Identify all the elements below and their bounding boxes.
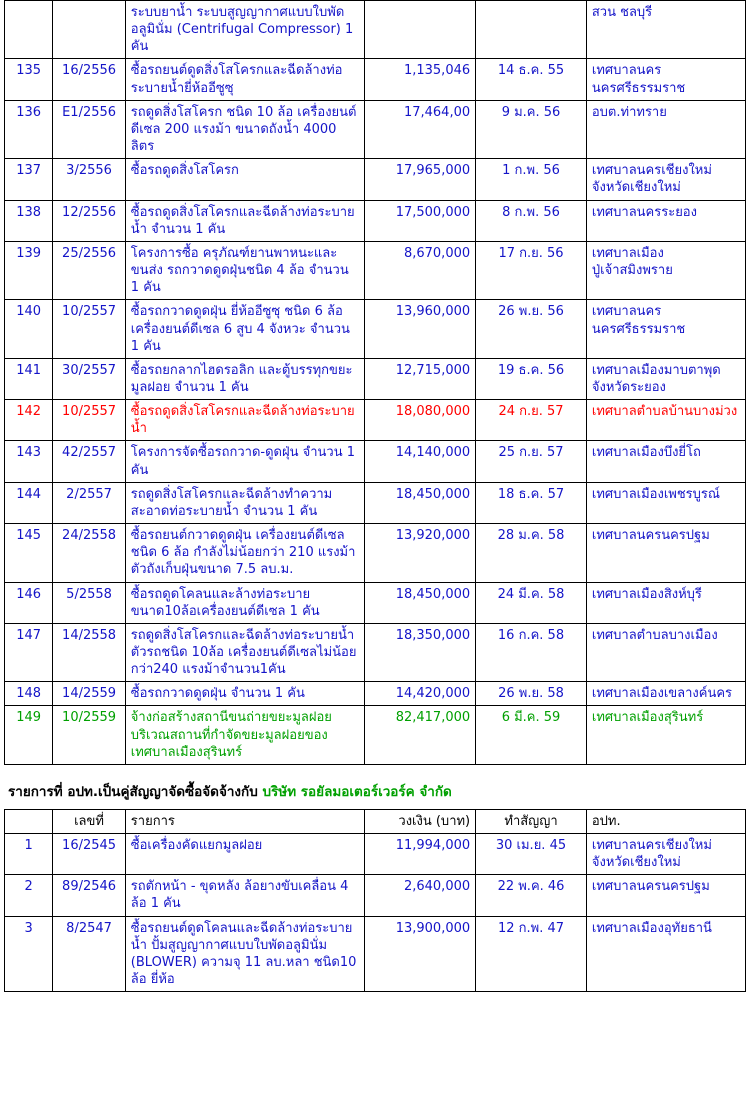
table-row (5, 916, 746, 992)
cell-doc-number: 2/2557 (53, 482, 125, 523)
table-row (5, 623, 746, 681)
cell-no: 141 (5, 358, 53, 399)
cell-amount: 14,140,000 (365, 441, 476, 482)
cell-organization: เทศบาลนครนครปฐม (586, 524, 745, 582)
cell-amount: 18,450,000 (365, 482, 476, 523)
cell-doc-number: 24/2558 (53, 524, 125, 582)
cell-contract-date: 17 ก.ย. 56 (476, 241, 587, 299)
cell-no: 144 (5, 482, 53, 523)
cell-amount (365, 1, 476, 59)
cell-description: ซื้อรถยนต์ดูดโคลนและฉีดล้างท่อระบายน้ำ ปั้มสูญญากาศแบบใบพัดอลูมินั่ม (BLOWER) ความจุ 11 ลบ.หลา ชนิด10 ล้อ ยี่ห้อ (125, 916, 365, 992)
cell-contract-date: 24 ก.ย. 57 (476, 400, 587, 441)
cell-description: ซื้อรถกวาดดูดฝุ่น ยี่ห้ออีซูซุ ชนิด 6 ล้อ เครื่องยนต์ดีเซล 6 สูบ 4 จังหวะ จำนวน 1 คัน (125, 300, 365, 358)
section-heading-prefix: รายการที่ อปท.เป็นคู่สัญญาจัดซื้อจัดจ้างกับ (8, 783, 263, 800)
table-row (5, 875, 746, 916)
cell-organization: เทศบาลนครนครศรีธรรมราช (586, 300, 745, 358)
cell-doc-number: E1/2556 (53, 100, 125, 158)
cell-organization: เทศบาลเมืองเพชรบูรณ์ (586, 482, 745, 523)
cell-doc-number: 25/2556 (53, 241, 125, 299)
cell-description: ซื้อรถดูดสิ่งโสโครกและฉีดล้างท่อระบายน้ำ จำนวน 1 คัน (125, 200, 365, 241)
cell-organization: เทศบาลเมืองเขลางค์นคร (586, 682, 745, 706)
table-body (5, 1, 746, 765)
cell-organization: เทศบาลเมืองอุทัยธานี (586, 916, 745, 992)
cell-amount: 82,417,000 (365, 706, 476, 764)
table-row (5, 833, 746, 874)
cell-doc-number: 10/2557 (53, 300, 125, 358)
cell-description: ซื้อรถดูดสิ่งโสโครก (125, 159, 365, 200)
cell-description: ซื้อรถดูดโคลนและล้างท่อระบายขนาด10ล้อเครื่องยนต์ดีเซล 1 คัน (125, 582, 365, 623)
cell-organization: เทศบาลเมืองสิงห์บุรี (586, 582, 745, 623)
cell-amount: 8,670,000 (365, 241, 476, 299)
cell-doc-number: 3/2556 (53, 159, 125, 200)
cell-no: 145 (5, 524, 53, 582)
cell-description: รถตักหน้า - ขุดหลัง ล้อยางขับเคลื่อน 4 ล้อ 1 คัน (125, 875, 365, 916)
section-heading-company: บริษัท รอยัลมอเตอร์เวอร์ค จำกัด (262, 783, 452, 800)
cell-doc-number: 42/2557 (53, 441, 125, 482)
cell-amount: 18,450,000 (365, 582, 476, 623)
cell-description: จ้างก่อสร้างสถานีขนถ่ายขยะมูลฝอยบริเวณสถานที่กำจัดขยะมูลฝอยของเทศบาลเมืองสุรินทร์ (125, 706, 365, 764)
cell-description: รถดูดสิ่งโสโครก ชนิด 10 ล้อ เครื่องยนต์ดีเซล 200 แรงม้า ขนาดถังน้ำ 4000 ลิตร (125, 100, 365, 158)
table-row (5, 100, 746, 158)
table-row (5, 524, 746, 582)
table-row (5, 358, 746, 399)
royal-motor-werk-table (4, 809, 746, 992)
cell-contract-date: 1 ก.พ. 56 (476, 159, 587, 200)
table-row (5, 441, 746, 482)
header-contract-date: ทำสัญญา (476, 809, 587, 833)
cell-organization: เทศบาลนครเชียงใหม่ จังหวัดเชียงใหม่ (586, 833, 745, 874)
cell-no: 142 (5, 400, 53, 441)
cell-amount: 13,920,000 (365, 524, 476, 582)
cell-contract-date: 26 พ.ย. 56 (476, 300, 587, 358)
cell-organization: เทศบาลตำบลบ้านบางม่วง (586, 400, 745, 441)
cell-amount: 11,994,000 (365, 833, 476, 874)
cell-amount: 12,715,000 (365, 358, 476, 399)
cell-amount: 17,464,00 (365, 100, 476, 158)
cell-organization: เทศบาลนครนครศรีธรรมราช (586, 59, 745, 100)
cell-description: รถดูดสิ่งโสโครกและฉีดล้างทำความสะอาดท่อระบายน้ำ จำนวน 1 คัน (125, 482, 365, 523)
cell-description: โครงการจัดซื้อรถกวาด-ดูดฝุ่น จำนวน 1 คัน (125, 441, 365, 482)
cell-contract-date: 30 เม.ย. 45 (476, 833, 587, 874)
cell-doc-number: 14/2558 (53, 623, 125, 681)
cell-amount: 18,080,000 (365, 400, 476, 441)
cell-organization: เทศบาลตำบลบางเมือง (586, 623, 745, 681)
procurement-table-continued (4, 0, 746, 765)
cell-contract-date: 16 ก.ค. 58 (476, 623, 587, 681)
cell-organization: เทศบาลเมืองบึงยี่โถ (586, 441, 745, 482)
cell-no: 3 (5, 916, 53, 992)
cell-description: ซื้อรถกวาดดูดฝุ่น จำนวน 1 คัน (125, 682, 365, 706)
cell-organization: เทศบาลเมืองปู่เจ้าสมิงพราย (586, 241, 745, 299)
cell-amount: 14,420,000 (365, 682, 476, 706)
header-amount: วงเงิน (บาท) (365, 809, 476, 833)
cell-amount: 1,135,046 (365, 59, 476, 100)
cell-description: ซื้อรถยนต์กวาดดูดฝุ่น เครื่องยนต์ดีเซล ชนิด 6 ล้อ กำลังไม่น้อยกว่า 210 แรงม้า ตัวถังเก็บฝุ่นขนาด 7.5 ลบ.ม. (125, 524, 365, 582)
cell-no: 137 (5, 159, 53, 200)
cell-contract-date: 24 มี.ค. 58 (476, 582, 587, 623)
cell-doc-number: 8/2547 (53, 916, 125, 992)
cell-contract-date: 9 ม.ค. 56 (476, 100, 587, 158)
cell-description: ซื้อรถยกลากไฮดรอลิก และตู้บรรทุกขยะมูลฝอย จำนวน 1 คัน (125, 358, 365, 399)
cell-contract-date: 8 ก.พ. 56 (476, 200, 587, 241)
cell-no: 149 (5, 706, 53, 764)
cell-contract-date (476, 1, 587, 59)
cell-no: 139 (5, 241, 53, 299)
table-row (5, 482, 746, 523)
table-row (5, 300, 746, 358)
header-no (5, 809, 53, 833)
cell-contract-date: 12 ก.พ. 47 (476, 916, 587, 992)
cell-contract-date: 22 พ.ค. 46 (476, 875, 587, 916)
cell-organization: เทศบาลนครนครปฐม (586, 875, 745, 916)
cell-amount: 18,350,000 (365, 623, 476, 681)
cell-doc-number: 10/2559 (53, 706, 125, 764)
cell-description: ซื้อรถดูดสิ่งโสโครกและฉีดล้างท่อระบายน้ำ (125, 400, 365, 441)
cell-contract-date: 19 ธ.ค. 56 (476, 358, 587, 399)
table-row (5, 706, 746, 764)
cell-no: 1 (5, 833, 53, 874)
cell-organization: เทศบาลนครเชียงใหม่ จังหวัดเชียงใหม่ (586, 159, 745, 200)
cell-amount: 2,640,000 (365, 875, 476, 916)
table-body (5, 833, 746, 991)
cell-no: 143 (5, 441, 53, 482)
cell-contract-date: 18 ธ.ค. 57 (476, 482, 587, 523)
table-row (5, 1, 746, 59)
section-heading (8, 783, 746, 802)
cell-no: 136 (5, 100, 53, 158)
header-doc-number: เลขที่ (53, 809, 125, 833)
cell-description: ระบบยาน้ำ ระบบสูญญากาศแบบใบพัดอลูมินั่ม (Centrifugal Compressor) 1 คัน (125, 1, 365, 59)
cell-contract-date: 14 ธ.ค. 55 (476, 59, 587, 100)
header-description: รายการ (125, 809, 365, 833)
cell-contract-date: 6 มี.ค. 59 (476, 706, 587, 764)
table-row (5, 59, 746, 100)
table-row (5, 200, 746, 241)
cell-no: 146 (5, 582, 53, 623)
cell-contract-date: 25 ก.ย. 57 (476, 441, 587, 482)
cell-no: 2 (5, 875, 53, 916)
cell-organization: เทศบาลนครระยอง (586, 200, 745, 241)
cell-doc-number: 16/2556 (53, 59, 125, 100)
cell-no: 138 (5, 200, 53, 241)
cell-amount: 13,960,000 (365, 300, 476, 358)
table-row (5, 159, 746, 200)
cell-no: 135 (5, 59, 53, 100)
cell-no: 148 (5, 682, 53, 706)
table-row (5, 682, 746, 706)
cell-no: 140 (5, 300, 53, 358)
header-organization: อปท. (586, 809, 745, 833)
cell-amount: 17,965,000 (365, 159, 476, 200)
cell-description: ซื้อรถยนต์ดูดสิ่งโสโครกและฉีดล้างท่อระบายน้ำยี่ห้ออีซูซุ (125, 59, 365, 100)
cell-no: 147 (5, 623, 53, 681)
cell-no (5, 1, 53, 59)
cell-description: โครงการซื้อ ครุภัณฑ์ยานพาหนะและขนส่ง รถกวาดดูดฝุ่นชนิด 4 ล้อ จำนวน 1 คัน (125, 241, 365, 299)
cell-amount: 17,500,000 (365, 200, 476, 241)
table-row (5, 582, 746, 623)
cell-contract-date: 26 พ.ย. 58 (476, 682, 587, 706)
cell-doc-number (53, 1, 125, 59)
cell-doc-number: 14/2559 (53, 682, 125, 706)
cell-doc-number: 10/2557 (53, 400, 125, 441)
table-row (5, 400, 746, 441)
table-row (5, 241, 746, 299)
cell-amount: 13,900,000 (365, 916, 476, 992)
cell-doc-number: 5/2558 (53, 582, 125, 623)
table-header-row (5, 809, 746, 833)
cell-doc-number: 89/2546 (53, 875, 125, 916)
cell-description: ซื้อเครื่องคัดแยกมูลฝอย (125, 833, 365, 874)
cell-doc-number: 30/2557 (53, 358, 125, 399)
cell-organization: เทศบาลเมืองมาบตาพุด จังหวัดระยอง (586, 358, 745, 399)
cell-organization: อบต.ท่าทราย (586, 100, 745, 158)
cell-organization: สวน ชลบุรี (586, 1, 745, 59)
cell-doc-number: 16/2545 (53, 833, 125, 874)
cell-organization: เทศบาลเมืองสุรินทร์ (586, 706, 745, 764)
cell-doc-number: 12/2556 (53, 200, 125, 241)
cell-description: รถดูดสิ่งโสโครกและฉีดล้างท่อระบายน้ำ ตัวรถชนิด 10ล้อ เครื่องยนต์ดีเซลไม่น้อยกว่า240 แรงม้าจำนวน1คัน (125, 623, 365, 681)
cell-contract-date: 28 ม.ค. 58 (476, 524, 587, 582)
